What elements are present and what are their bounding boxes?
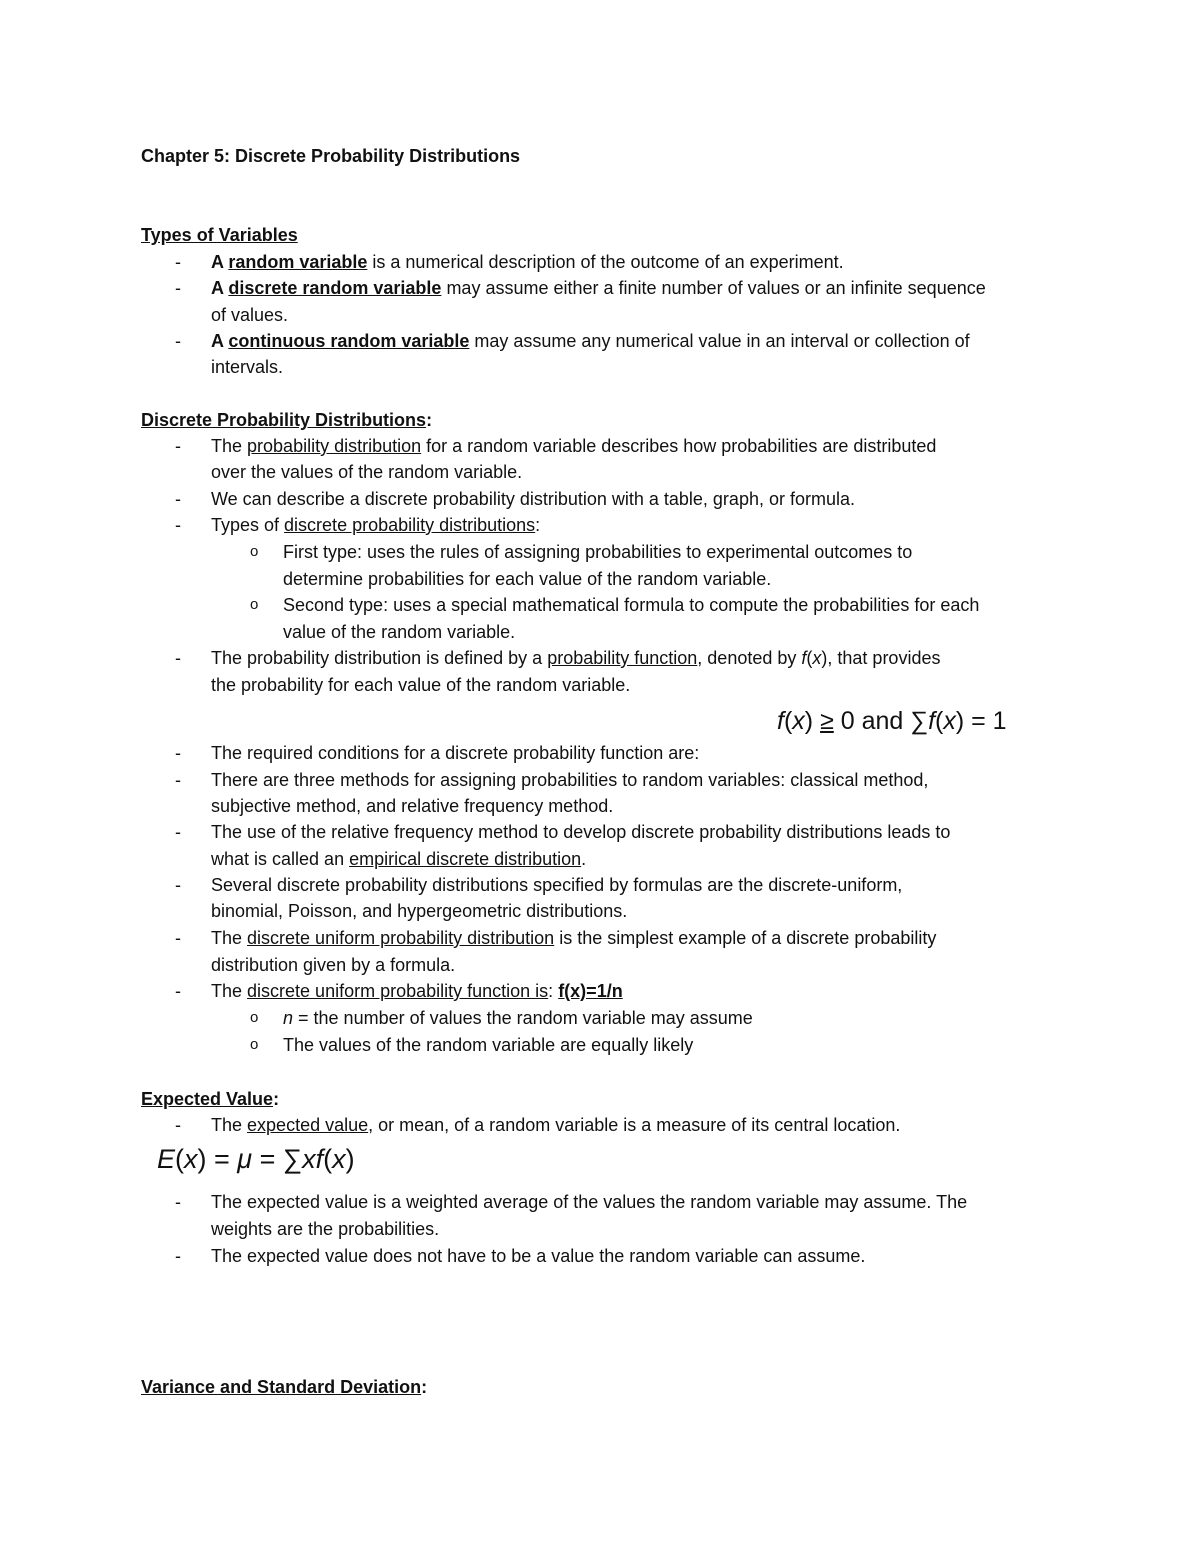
list-item: A continuous random variable may assume any numerical value in an interval or collection of <box>211 331 970 351</box>
bullet-dash: - <box>175 515 181 535</box>
bullet-dash: - <box>175 489 181 509</box>
list-item: A discrete random variable may assume either a finite number of values or an infinite sequence <box>211 278 986 298</box>
list-item: Types of discrete probability distributions: <box>211 515 541 535</box>
bullet-dash: - <box>175 1115 181 1135</box>
bullet-dash: - <box>175 331 181 351</box>
bullet-dash: - <box>175 1192 181 1212</box>
heading-discrete-probability-distributions: Discrete Probability Distributions: <box>141 410 433 430</box>
formula-probability-conditions: f(x) ≥ 0 and ∑f(x) = 1 <box>777 707 1007 735</box>
bullet-circle: o <box>250 1009 259 1026</box>
list-item: The expected value does not have to be a value the random variable can assume. <box>211 1246 866 1266</box>
list-item-continuation: intervals. <box>211 357 284 377</box>
sub-list-item-continuation: value of the random variable. <box>283 622 516 642</box>
list-item: The probability distribution for a random variable describes how probabilities are distributed <box>211 436 937 456</box>
bullet-dash: - <box>175 743 181 763</box>
list-item-continuation: binomial, Poisson, and hypergeometric distributions. <box>211 901 628 921</box>
list-item: The expected value is a weighted average of the values the random variable may assume. The <box>211 1192 968 1212</box>
bullet-circle: o <box>250 596 259 613</box>
bullet-circle: o <box>250 543 259 560</box>
list-item-continuation: over the values of the random variable. <box>211 462 523 482</box>
list-item: We can describe a discrete probability distribution with a table, graph, or formula. <box>211 489 855 509</box>
formula-expected-value: E(x) = μ = ∑xf(x) <box>157 1144 355 1174</box>
bullet-dash: - <box>175 278 181 298</box>
list-item: The use of the relative frequency method to develop discrete probability distributions leads to <box>211 822 951 842</box>
bullet-dash: - <box>175 252 181 272</box>
sub-list-item: First type: uses the rules of assigning probabilities to experimental outcomes to <box>283 542 913 562</box>
bullet-circle: o <box>250 1036 259 1053</box>
list-item: The discrete uniform probability distribution is the simplest example of a discrete probability <box>211 928 937 948</box>
list-item: A random variable is a numerical description of the outcome of an experiment. <box>211 252 844 272</box>
list-item-continuation: distribution given by a formula. <box>211 955 456 975</box>
sub-list-item: The values of the random variable are equally likely <box>283 1035 694 1055</box>
bullet-dash: - <box>175 1246 181 1266</box>
bullet-dash: - <box>175 981 181 1001</box>
bullet-dash: - <box>175 928 181 948</box>
list-item-continuation: of values. <box>211 305 289 325</box>
sub-list-item-continuation: determine probabilities for each value of the random variable. <box>283 569 772 589</box>
bullet-dash: - <box>175 822 181 842</box>
chapter-title: Chapter 5: Discrete Probability Distributions <box>141 146 521 166</box>
sub-list-item: Second type: uses a special mathematical formula to compute the probabilities for each <box>283 595 980 615</box>
bullet-dash: - <box>175 770 181 790</box>
heading-variance-standard-deviation: Variance and Standard Deviation: <box>141 1377 428 1397</box>
list-item: There are three methods for assigning probabilities to random variables: classical method, <box>211 770 929 790</box>
bullet-dash: - <box>175 436 181 456</box>
list-item-continuation: subjective method, and relative frequency method. <box>211 796 614 816</box>
list-item: The expected value, or mean, of a random variable is a measure of its central location. <box>211 1115 901 1135</box>
bullet-dash: - <box>175 648 181 668</box>
list-item: Several discrete probability distributions specified by formulas are the discrete-uniform, <box>211 875 903 895</box>
list-item-continuation: what is called an empirical discrete distribution. <box>211 849 587 869</box>
heading-types-of-variables: Types of Variables <box>141 225 298 245</box>
list-item: The probability distribution is defined by a probability function, denoted by f(x), that provides <box>211 648 941 668</box>
list-item-continuation: the probability for each value of the random variable. <box>211 675 631 695</box>
list-item: The required conditions for a discrete probability function are: <box>211 743 700 763</box>
bullet-dash: - <box>175 875 181 895</box>
list-item: The discrete uniform probability function is: f(x)=1/n <box>211 981 623 1001</box>
list-item-continuation: weights are the probabilities. <box>211 1219 440 1239</box>
sub-list-item: n = the number of values the random variable may assume <box>283 1008 753 1028</box>
heading-expected-value: Expected Value: <box>141 1089 280 1109</box>
